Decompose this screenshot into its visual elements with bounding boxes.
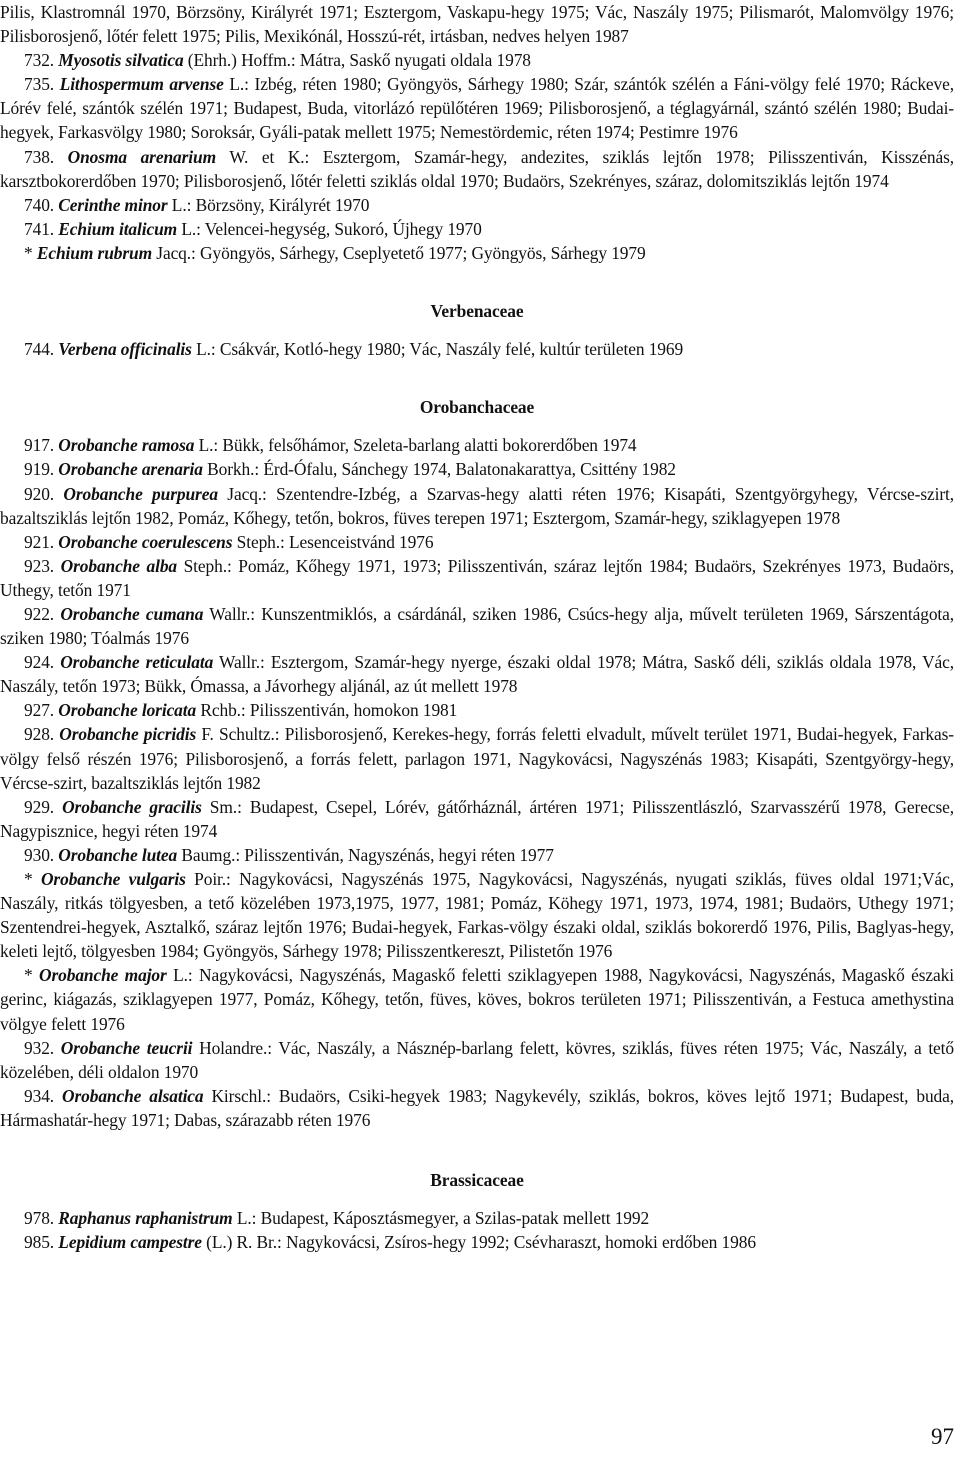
species-author: Sm.: [201, 796, 238, 817]
species-name: Orobanche vulgaris: [40, 869, 186, 889]
species-author: L.: [223, 74, 245, 95]
species-author: L.: [177, 218, 197, 239]
species-author: L.: [232, 1208, 252, 1229]
species-number: 741.: [24, 218, 55, 239]
species-entry: [0, 193, 954, 217]
species-name: Raphanus raphanistrum: [58, 1208, 233, 1229]
species-author: Steph.: [232, 531, 281, 552]
species-number: 738.: [24, 146, 55, 167]
species-author: Jacq.: [217, 483, 263, 504]
species-name: Orobanche alsatica: [62, 1085, 204, 1106]
species-number: *: [24, 242, 33, 263]
species-number: 930.: [24, 844, 55, 865]
species-entry: [0, 650, 954, 698]
species-number: 919.: [24, 459, 55, 480]
species-number: 928.: [24, 724, 55, 745]
species-number: 927.: [24, 700, 55, 721]
species-number: 985.: [24, 1232, 55, 1253]
locality-text: : Vác, Naszály, a Násznép-barlang felett, kövres, sziklás, füves réten 1975; Vác, Naszály, a tető közelében, déli oldalon 1970: [0, 1037, 954, 1082]
species-entry: [0, 867, 954, 963]
locality-text: : Pilisszentiván, homokon 1981: [240, 700, 458, 721]
species-author: Borkh.: [202, 459, 255, 480]
species-name: Orobanche coerulescens: [58, 531, 233, 552]
locality-text: : Szentendre-Izbég, a Szarvas-hegy alatti réten 1976; Kisapáti, Szentgyörgyhegy, Vércse-szirt, bazaltsziklás lejtőn 1982, Pomáz, Kőhegy, tetőn, bokros, füves terepen 1971; Esztergom, Szamár-hegy, sziklagyepen 1978: [0, 483, 955, 528]
species-name: Orobanche major: [39, 965, 167, 986]
locality-text: : Esztergom, Szamár-hegy, andezites, sziklás lejtőn 1978; Pilisszentiván, Kisszénás, karsztbokorerdőben 1970; Pilisborosjenő, lőtér feletti sziklás oldal 1970; Budaörs, Szekrényes, száraz, dolomitsziklás lejtőn 1974: [0, 146, 955, 191]
locality-text: : Bükk, felsőhámor, Szeleta-barlang alatti bokorerdőben 1974: [213, 435, 637, 456]
locality-text: : Csákvár, Kotló-hegy 1980; Vác, Naszály felé, kultúr területen 1969: [210, 339, 684, 360]
species-entry: [0, 530, 954, 554]
locality-text: : Pilisborosjenő, Kerekes-hegy, forrás feletti elvadult, művelt terület 1971, Budai-hegyek, Farkas-völgy felső részén 1976; Pilisborosjenő, a forrás felett, parlagon 1971, Nagykovácsi, Nagyszénás 1983; Kisapáti, Szentgyörgy-hegy, Vércse-szirt, bazaltsziklás lejtőn 1982: [0, 724, 954, 793]
species-number: *: [24, 869, 33, 889]
locality-text: : Esztergom, Szamár-hegy nyerge, északi oldal 1978; Mátra, Saskő déli, sziklás oldala 1978, Vác, Naszály, tetőn 1973; Bükk, Ómassa, a Jávorhegy aljánál, az út mellett 1978: [0, 652, 955, 697]
species-entry: [0, 722, 954, 794]
locality-text: : Nagykovácsi, Nagyszénás, Magaskő feletti sziklagyepen 1988, Nagykovácsi, Nagyszénás, Magaskő északi gerinc, kiágazás, sziklagyepen 1977, Pomáz, Kőhegy, tetőn, füves, köves, bokros területen 1971; Pilisszentiván, a Festuca amethystina völgye felett 1976: [0, 965, 954, 1034]
species-name: Orobanche alba: [60, 555, 178, 576]
species-entry: [0, 1036, 954, 1084]
species-author: F. Schultz.: [196, 724, 275, 745]
species-number: 924.: [24, 652, 55, 673]
species-author: Jacq.: [152, 242, 192, 263]
species-name: Orobanche gracilis: [62, 796, 202, 817]
species-entry: [0, 482, 954, 530]
species-name: Orobanche loricata: [58, 700, 197, 721]
locality-text: : Pilisszentiván, Nagyszénás, hegyi réten 1977: [235, 844, 554, 865]
species-entry: [0, 433, 954, 457]
species-author: Kirschl.: [203, 1085, 267, 1106]
locality-text: : Mátra, Saskő nyugati oldala 1978: [290, 50, 531, 71]
species-author: Poir.: [185, 869, 227, 889]
species-entry: [0, 795, 954, 843]
species-name: Orobanche picridis: [59, 724, 197, 745]
species-author: (L.) R. Br.: [201, 1232, 278, 1253]
species-name: Lithospermum arvense: [59, 74, 224, 95]
species-author: Baumg.: [177, 844, 236, 865]
species-number: 732.: [24, 50, 55, 71]
species-entry: [0, 602, 954, 650]
species-entry: [0, 145, 954, 193]
species-number: 917.: [24, 435, 55, 456]
locality-text: : Lesenceistvánd 1976: [280, 531, 434, 552]
locality-text: : Nagykovácsi, Zsíros-hegy 1992; Csévharaszt, homoki erdőben 1986: [277, 1232, 756, 1253]
species-entry: [0, 0, 954, 48]
species-entry: [0, 698, 954, 722]
species-author: L.: [167, 194, 187, 215]
species-number: 920.: [24, 483, 55, 504]
species-entry: [0, 963, 954, 1035]
species-number: 740.: [24, 194, 55, 215]
species-author: Rchb.: [196, 700, 241, 721]
species-entry: [0, 241, 954, 265]
species-entry: [0, 1206, 954, 1230]
species-number: 922.: [24, 603, 55, 624]
species-author: Wallr.: [203, 603, 251, 624]
species-name: Orobanche lutea: [58, 844, 178, 865]
species-name: Orobanche arenaria: [58, 459, 203, 480]
species-name: Myosotis silvatica: [58, 50, 184, 71]
species-name: Echium rubrum: [36, 242, 153, 263]
species-name: Verbena officinalis: [58, 339, 192, 360]
species-author: W. et K.: [216, 146, 305, 167]
species-name: Orobanche reticulata: [60, 652, 214, 673]
species-entry: [0, 554, 954, 602]
species-entry: [0, 72, 954, 144]
species-name: Onosma arenarium: [67, 146, 217, 167]
species-name: Echium italicum: [58, 218, 178, 239]
species-entry: [0, 48, 954, 72]
species-number: 978.: [24, 1208, 55, 1229]
species-name: Orobanche ramosa: [58, 435, 195, 456]
species-name: Orobanche teucrii: [60, 1037, 193, 1058]
locality-text: : Börzsöny, Királyrét 1970: [186, 194, 370, 215]
species-number: *: [24, 965, 33, 986]
species-entry: [0, 1084, 954, 1132]
species-author: L.: [166, 965, 188, 986]
species-author: Holandre.: [192, 1037, 268, 1058]
species-entry: [0, 1230, 954, 1254]
section-heading: Verbenaceae: [430, 301, 524, 322]
locality-text: : Budapest, Csepel, Lórév, gátőrháznál, ártéren 1971; Pilisszentlászló, Szarvasszérű 1978, Gerecse, Nagypisznice, hegyi réten 1974: [0, 796, 955, 841]
locality-text: : Budapest, Káposztásmegyer, a Szilas-patak mellett 1992: [251, 1208, 650, 1229]
species-entry: [0, 217, 954, 241]
species-author: Wallr.: [213, 652, 261, 673]
species-number: 923.: [24, 555, 55, 576]
species-entry: [0, 337, 954, 361]
species-number: 735.: [24, 74, 55, 95]
species-author: L.: [191, 339, 211, 360]
species-number: 932.: [24, 1037, 55, 1058]
species-number: 744.: [24, 339, 55, 360]
species-author: (Ehrh.) Hoffm.: [183, 50, 291, 71]
locality-text: : Izbég, réten 1980; Gyöngyös, Sárhegy 1980; Szár, szántók szélén a Fáni-völgy felé 1970; Ráckeve, Lórév felé, szántók szélén 1971; Budapest, Buda, vitorlázó repülőtéren 1969; Pilisborosjenő, a téglagyárnál, szántó szélén 1980; Budai-hegyek, Farkasvölgy 1980; Soroksár, Gyáli-patak mellett 1975; Nemestördemic, réten 1974; Pestimre 1976: [0, 74, 955, 143]
page-number: 97: [931, 1424, 954, 1449]
species-entry: [0, 843, 954, 867]
section-heading: Brassicaceae: [430, 1170, 524, 1191]
locality-text: : Érd-Ófalu, Sánchegy 1974, Balatonakarattya, Csittény 1982: [254, 459, 676, 480]
locality-text: Pilis, Klastromnál 1970, Börzsöny, Királyrét 1971; Esztergom, Vaskapu-hegy 1975; Vác, Naszály 1975; Pilismarót, Malomvölgy 1976; Pilisborosjenő, lőtér felett 1975; Pilis, Mexikónál, Hosszú-rét, irtásban, nedves helyen 1987: [0, 2, 954, 47]
locality-text: : Budaörs, Csiki-hegyek 1983; Nagykevély, sziklás, bokros, köves lejtő 1971; Budapest, buda, Hármashatár-hegy 1971; Dabas, szárazabb réten 1976: [0, 1085, 954, 1130]
species-author: Steph.: [177, 555, 227, 576]
species-number: 934.: [24, 1085, 55, 1106]
species-name: Orobanche purpurea: [63, 483, 218, 504]
species-name: Lepidium campestre: [58, 1232, 202, 1253]
locality-text: : Velencei-hegység, Sukoró, Újhegy 1970: [196, 218, 482, 239]
species-number: 921.: [24, 531, 55, 552]
species-number: 929.: [24, 796, 55, 817]
locality-text: : Gyöngyös, Sárhegy, Cseplyetető 1977; Gyöngyös, Sárhegy 1979: [191, 242, 646, 263]
locality-text: : Nagykovácsi, Nagyszénás 1975, Nagykovácsi, Nagyszénás, nyugati sziklás, füves oldal 1971;Vác, Naszály, ritkás tölgyesben, a tető közelében 1973,1975, 1977, 1981; Pomáz, Köhegy 1971, 1973, 1974, 1981; Budaörs, Uthegy 1971; Szentendrei-hegyek, Asztalkő, száraz lejtőn 1976; Budai-hegyek, Farkas-völgy északi oldal, sziklás bokorerdő 1976, Pilis, Baglyas-hegy, keleti lejtő, tölgyesben 1984; Gyöngyös, Sárhegy 1978; Pilisszentkereszt, Pilistetőn 1976: [0, 869, 954, 962]
species-name: Orobanche cumana: [60, 603, 204, 624]
species-author: L.: [194, 435, 214, 456]
section-heading: Orobanchaceae: [419, 397, 535, 418]
locality-text: : Kunszentmiklós, a csárdánál, sziken 1986, Csúcs-hegy alja, művelt területen 1969, Sárszentágota, sziken 1980; Tóalmás 1976: [0, 603, 955, 649]
species-entry: [0, 457, 954, 481]
locality-text: : Pomáz, Kőhegy 1971, 1973; Pilisszentiván, száraz lejtőn 1984; Budaörs, Szekrényes 1973, Budaörs, Uthegy, tetőn 1971: [0, 555, 955, 600]
species-name: Cerinthe minor: [58, 194, 168, 215]
